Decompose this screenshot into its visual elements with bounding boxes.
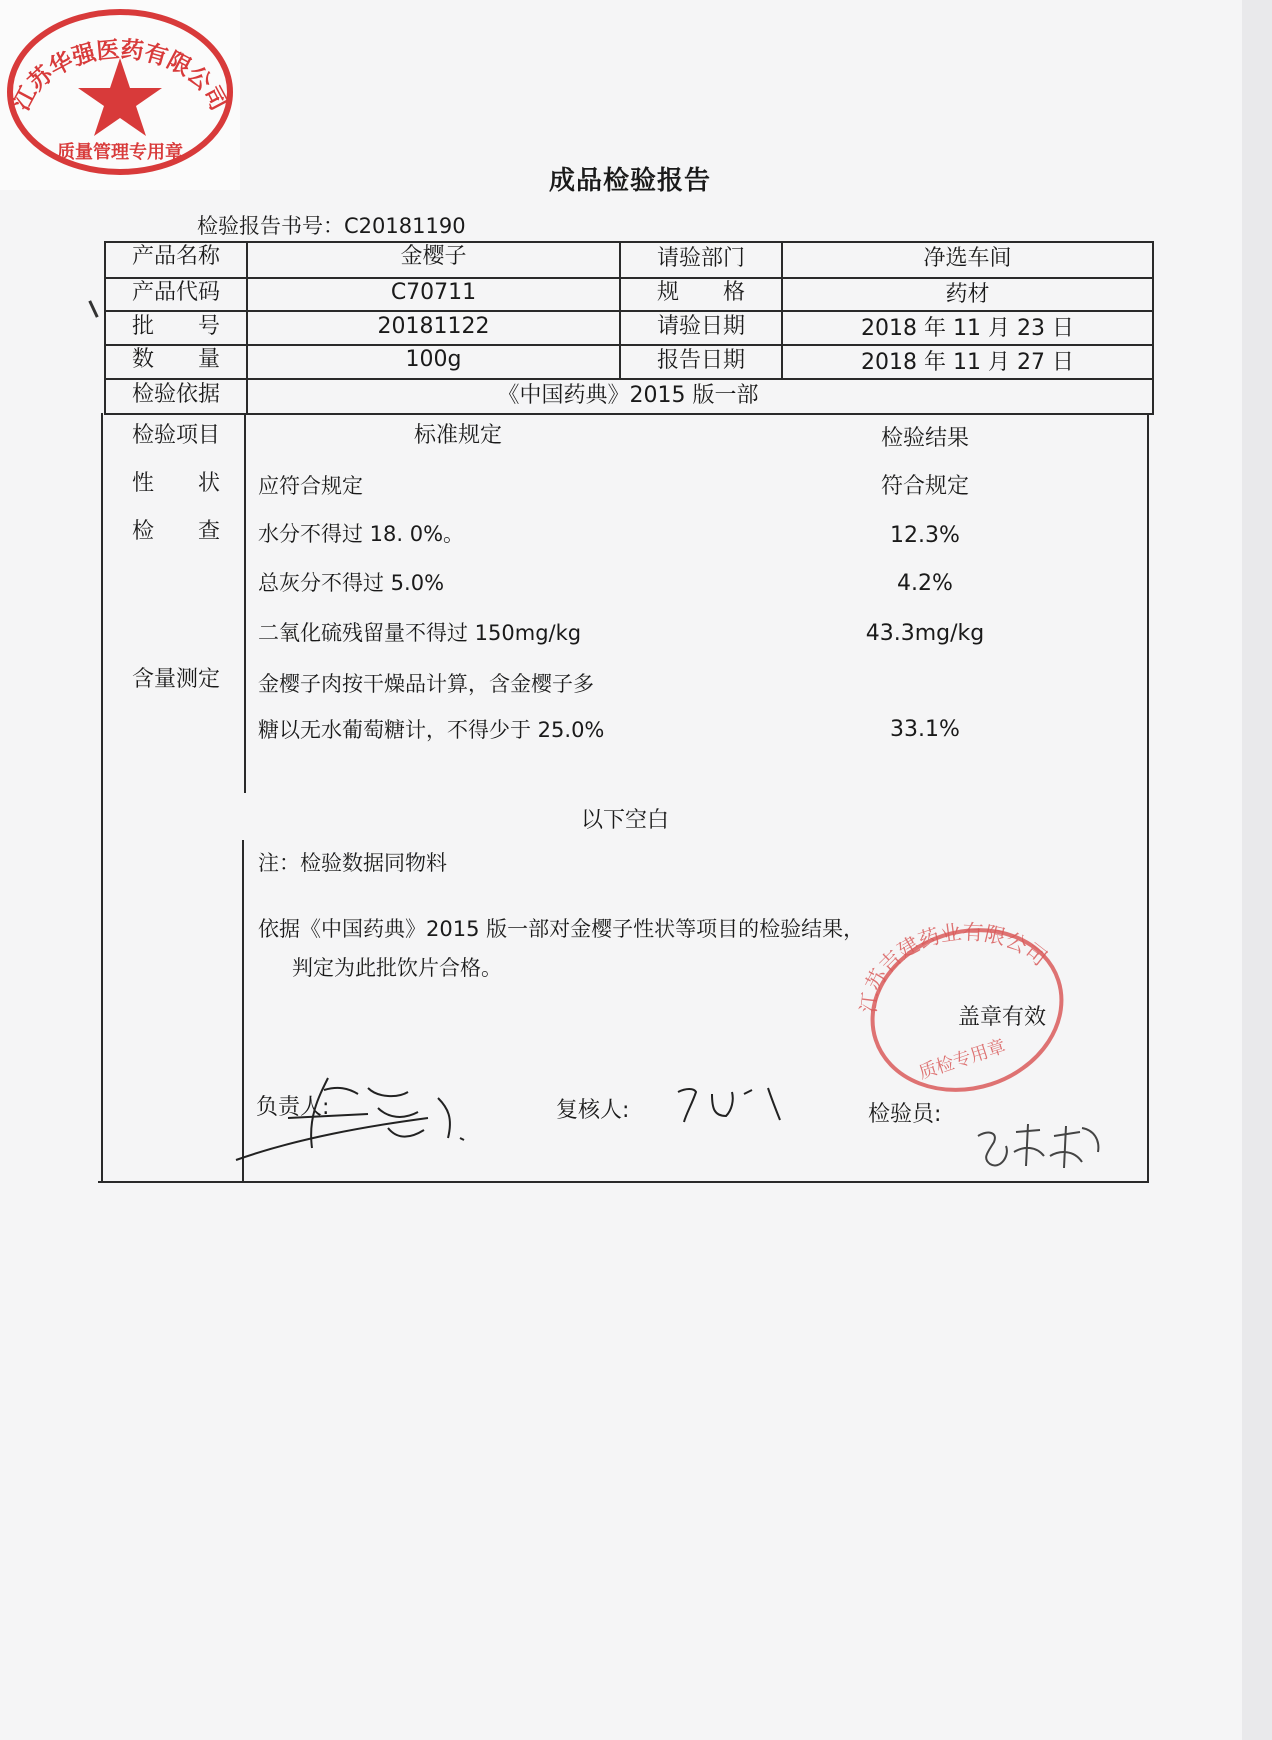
item-appearance: 性 状 — [131, 471, 220, 496]
product-code-value: C70711 — [390, 280, 477, 305]
inspector-signature — [970, 1116, 1110, 1182]
result-ash: 4.2% — [897, 571, 953, 596]
spec-label: 规 格 — [656, 280, 745, 305]
request-date-value: 2018 年 11 月 23 日 — [861, 316, 1074, 341]
standard-appearance: 应符合规定 — [258, 474, 363, 498]
standard-moisture: 水分不得过 18. 0%。 — [258, 522, 465, 546]
reviewer-signature — [672, 1080, 802, 1130]
batch-value: 20181122 — [377, 314, 490, 339]
request-dept-value: 净选车间 — [923, 246, 1012, 271]
reviewer-label: 复核人: — [556, 1098, 630, 1123]
col-standard-header: 标准规定 — [413, 423, 502, 448]
result-moisture: 12.3% — [890, 523, 960, 548]
seal2-outer-text: 江苏吉建药业有限公司 — [856, 919, 1052, 1015]
quantity-label: 数 量 — [131, 347, 220, 372]
result-appearance: 符合规定 — [880, 474, 969, 499]
item-inspection: 检 查 — [131, 519, 220, 544]
responsible-signature — [228, 1068, 488, 1168]
report-date-value: 2018 年 11 月 27 日 — [861, 350, 1074, 375]
report-number: 检验报告书号：C20181190 — [197, 214, 466, 238]
seal-inner-text: 质量管理专用章 — [57, 142, 183, 163]
result-so2: 43.3mg/kg — [865, 621, 985, 646]
item-assay: 含量测定 — [131, 667, 220, 692]
responsible-label: 负责人: — [256, 1095, 330, 1120]
conclusion-line2: 判定为此批饮片合格。 — [292, 956, 502, 980]
blank-note: 以下空白 — [580, 808, 669, 833]
basis-label: 检验依据 — [131, 382, 220, 407]
report-title: 成品检验报告 — [548, 166, 711, 196]
col-result-header: 检验结果 — [880, 426, 969, 451]
stray-mark — [88, 300, 98, 318]
product-code-label: 产品代码 — [131, 280, 220, 305]
request-date-label: 请验日期 — [656, 314, 745, 339]
batch-label: 批 号 — [131, 314, 220, 339]
seal-outer-text: 江苏华强医药有限公司 — [8, 37, 232, 115]
seal2-inner-text: 质检专用章 — [916, 1035, 1009, 1084]
product-name-value: 金樱子 — [400, 244, 467, 269]
product-name-label: 产品名称 — [131, 244, 220, 269]
basis-value: 《中国药典》2015 版一部 — [497, 383, 759, 408]
standard-so2: 二氧化硫残留量不得过 150mg/kg — [258, 621, 582, 645]
seal-valid-text: 盖章有效 — [958, 1005, 1047, 1030]
col-item-header: 检验项目 — [131, 423, 220, 448]
spec-value: 药材 — [945, 282, 990, 307]
inspector-label: 检验员: — [868, 1102, 942, 1127]
request-dept-label: 请验部门 — [656, 246, 745, 271]
data-note: 注：检验数据同物料 — [258, 851, 447, 875]
quantity-value: 100g — [405, 347, 462, 372]
result-assay: 33.1% — [890, 717, 960, 742]
standard-ash: 总灰分不得过 5.0% — [258, 571, 445, 595]
scan-shadow — [1242, 0, 1272, 1740]
standard-assay-line1: 金樱子肉按干燥品计算，含金樱子多 — [258, 672, 594, 696]
standard-assay-line2: 糖以无水葡萄糖计，不得少于 25.0% — [258, 718, 605, 742]
report-date-label: 报告日期 — [656, 348, 745, 373]
conclusion-line1: 依据《中国药典》2015 版一部对金樱子性状等项目的检验结果， — [258, 917, 865, 941]
